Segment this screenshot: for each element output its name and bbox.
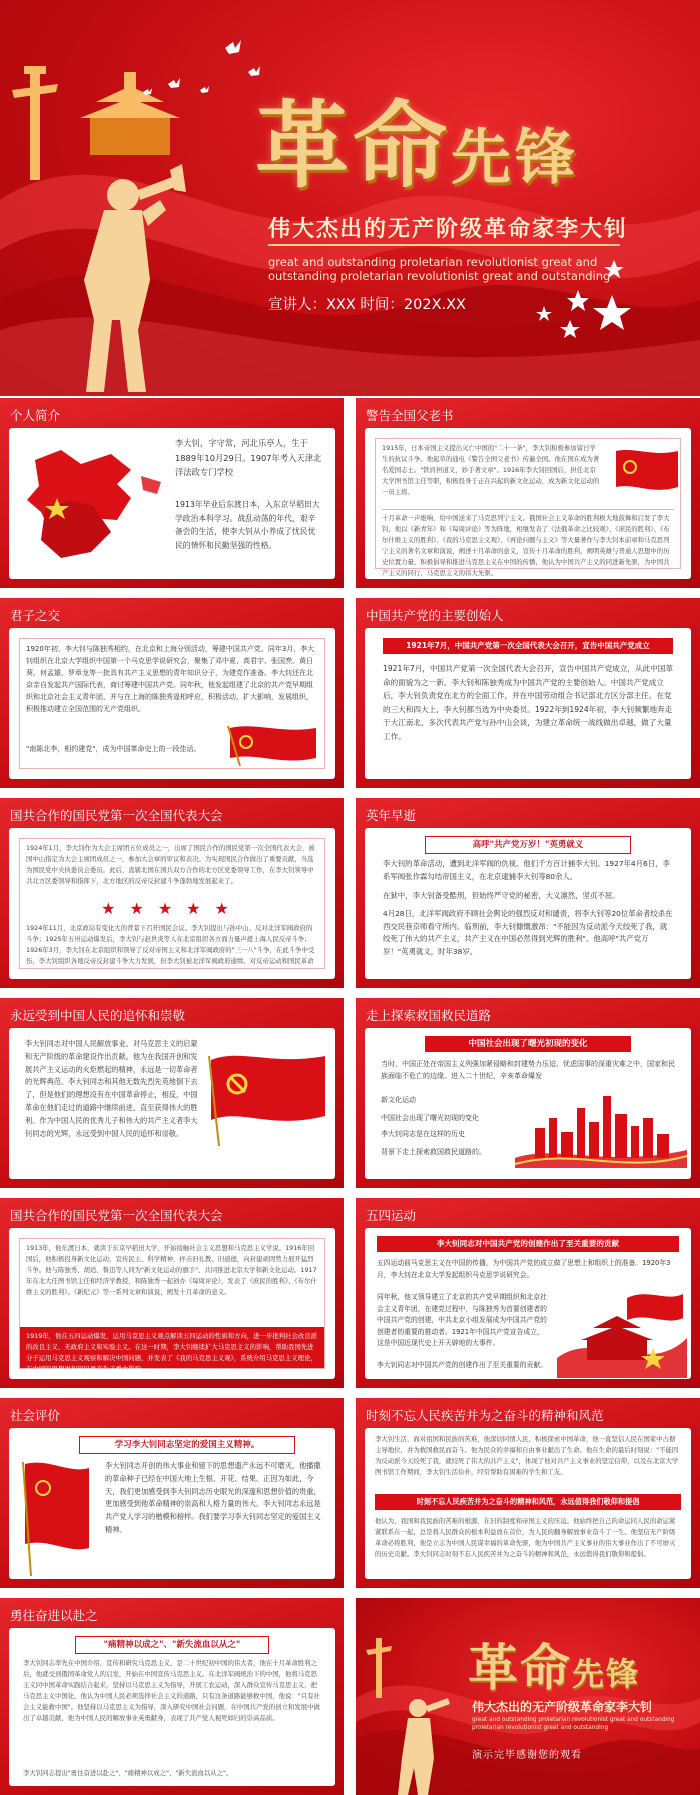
waving-flag-icon	[19, 1458, 91, 1576]
slide-title: 走上探索救国救民道路	[366, 1008, 492, 1023]
friendship-text-1: 1920年初，李大钊与陈独秀相约，在北京和上海分别活动，筹建中国共产党。同年3月，李大钊组织在北京大学组织中国第一个马克思学说研究会，聚集了邓中夏、高君宇、张国焘、黄日葵、何孟雄、罗章龙等一批具有共产主义思想的青年知识分子，为建党作准备。李大钊还在北京亲自发起共产国际代表，商讨筹建中国共产党。同年秋，他发起组建了北京的共产党早期组织和北京社会主义青年团，并与在上海的陈独秀遥相呼应，积极活动，扩大影响，发展组织，积极推动建立全国范围的无产党组织。	[26, 645, 315, 713]
party-flag-icon	[220, 722, 320, 766]
slide-inner-frame	[19, 838, 325, 969]
slide-remembered	[0, 998, 344, 1188]
slide-card	[365, 428, 691, 579]
kmt2-red-box	[20, 1327, 324, 1373]
courage-text-2: 李大钊同志提出"勇往奋进以赴之"、"痛精神以成之"、"新失流血以从之"。	[23, 1769, 233, 1777]
slide-card	[9, 828, 335, 979]
courage-text-1: 李大钊同志率先在中国介绍、宣传和研究马克思主义，是二十世纪初中国的伟大者，他在十月革命胜利之后，他就受到俄国革命党人的启发，开始在中国宣传马克思主义。在北洋军阀统治下的中国，他将马克思主义同中国革命实践结合起来，坚持以马克思主义为指导，开展工农运动，深入群众宣传马克思主义，把马克思主义中国化，他认为中国人民必须选择社会主义的道路，只有这条道路能够救中国，他说："只有社会主义能救中国"。他坚持以马克思主义为指导，深入研究中国社会问题，在中国共产党的创立和发展中做出了卓越贡献，他为中国人民的解放事业英勇献身，表现了共产党人视死如归的崇高品质。	[23, 1659, 320, 1722]
slide-title: 五四运动	[366, 1208, 417, 1223]
intro-text-1: 李大钊，字守常，河北乐亭人，生于1889年10月29日。1907年考入天津北洋法政专门学校	[175, 438, 322, 477]
slide-card	[365, 828, 691, 979]
closing-english: great and outstanding proletarian revolutionist great and outstanding proletarian revolutionist great and outstanding	[472, 1717, 675, 1731]
path-text-5: 背景下走上探索救国救民道路的。	[381, 1148, 486, 1156]
closing-subtitle: 伟大杰出的无产阶级革命家李大钊	[472, 1700, 653, 1714]
china-map-flag-icon	[21, 440, 171, 570]
may-fourth-banner: 李大钊同志对中国共产党的创建作出了至关重要的贡献	[377, 1236, 679, 1252]
slide-kmt-congress-2	[0, 1198, 344, 1388]
city-skyline-icon	[515, 1088, 687, 1168]
slide-title: 永远受到中国人民的追怀和崇敬	[10, 1008, 186, 1023]
kmt2-text-2: 1919年，他在五四运动爆发，运用马克思主义观点解读五四运动的性质和方向，进一步批判社会改良派的改良主义、无政府主义和实验主义。在这一时期，李大钊继续扩大马克思主义的影响，帮助我国先进分子运用马克思主义观察和解决中国问题，并发表了《我的马克思主义观》，系统介绍马克思主义理论，在中国的思想界和知识界产生了重大影响。	[26, 1332, 318, 1373]
cover-title-big: 革命	[255, 91, 452, 201]
slide-title: 时刻不忘人民疾苦并为之奋斗的精神和风范	[366, 1408, 604, 1423]
path-text-2: 新文化运动	[381, 1096, 416, 1104]
slide-kmt-congress-1	[0, 798, 344, 988]
slide-card	[9, 1628, 335, 1786]
friendship-text-2: "南陈北李，相约建党"，成为中国革命史上的一段佳话。	[26, 745, 201, 753]
slide-gentlemen-friendship	[0, 598, 344, 788]
death-text-2: 在狱中，李大钊备受酷刑，但始终严守党的秘密，大义凛然，坚贞不屈。	[383, 891, 620, 900]
slide-card	[365, 1028, 691, 1179]
spirit-text-1: 李大钊生活，面对祖国和民族的苦难，他深切同情人民，积极探索中国革命，他一直坚信人民在国家中占据主导地位，并为救国救民而奋斗。他为民众的幸福和自由事业献出了生命。他在生命的最后时刻说："不能因为反动派今天绞死了我，就绞死了伟大的共产主义"，体现了他对共产主义事业的坚定信仰，以及在北京大学图书馆工作期间，李大钊生活俭朴，经常帮助有困难的学生和工友。	[375, 1435, 679, 1476]
slide-title: 国共合作的国民党第一次全国代表大会	[10, 1208, 223, 1223]
slide-title: 勇往奋进以赴之	[10, 1608, 98, 1623]
slide-personal-intro	[0, 398, 344, 588]
divider	[382, 509, 674, 510]
cover-subtitle: 伟大杰出的无产阶级革命家李大钊	[268, 217, 629, 242]
may-fourth-text-3: 李大钊同志对中国共产党的创建作出了至关重要的贡献。	[377, 1361, 547, 1369]
spirit-banner: 时刻不忘人民疾苦并为之奋斗的精神和风范，永远值得我们敬仰和提倡	[375, 1494, 681, 1510]
may-fourth-text-1: 五四运动前马克思主义在中国的传播，为中国共产党的成立做了思想上和组织上的准备。1920年3月，李大钊在北京大学发起组织马克思学说研究会。	[377, 1259, 671, 1279]
cover-slide	[0, 0, 700, 396]
path-banner: 中国社会出现了曙光初现的变化	[425, 1036, 631, 1052]
slide-card	[9, 1228, 335, 1379]
slide-title: 警告全国父老书	[366, 408, 454, 423]
cover-title-small: 先锋	[451, 123, 580, 193]
cover-english: great and outstanding proletarian revolutionist great and outstanding proletarian revolutionist great and outstanding	[268, 255, 611, 283]
founder-text: 1921年7月，中国共产党第一次全国代表大会召开，宣告中国共产党成立，从此中国革命的面貌为之一新。李大钊和陈独秀成为中国共产党的主要创始人。中国共产党成立后，李大钊负责党在北方的全面工作，并在中国劳动组合书记部北方区分部主任。在党的三大和四大上，李大钊都当选为中央委员。1922年到1924年初，李大钊频繁地奔走于大江南北，多次代表共产党与孙中山会谈，为建立革命统一战线做出卓越，做了大量工作。	[383, 664, 673, 741]
slide-card	[365, 1428, 691, 1579]
path-text-1: 当时，中国正处在帝国主义列强加紧侵略和封建势力压迫、忧虑国事的深重灾难之中，国家和民族面临不危亡的边缘。进入二十世纪，辛亥革命爆发	[381, 1060, 675, 1080]
spirit-text-2: 他认为，我国和我民族的苦难的根源，在旧的制度和帝国主义的压迫。他始终把自己的命运同人民的命运紧紧联系在一起，总是将人民群众的根本利益放在首位，为人民的翻身解放事业奋斗了一生。他坚信无产阶级革命必将胜利，他是立志为中国人民谋幸福的革命先驱，他为中国共产主义事业的伟大事业作出了不可磨灭的历史贡献。李大钊同志时刻不忘人民疾苦并为之奋斗的精神和风范，永远值得我们敬仰和提倡。	[375, 1517, 676, 1558]
courage-banner: "痛精神以成之"、"新失流血以从之"	[75, 1636, 269, 1654]
slide-title: 国共合作的国民党第一次全国代表大会	[10, 808, 223, 823]
evaluation-text: 李大钊同志开创的伟大事业和留下的思想遗产永远不可磨灭，他播撒的革命种子已经在中国大地上生根、开花、结果。正因为如此，今天，我们更加感受到李大钊同志历史眼光的深邃和思想价值的贵重，更加感受到他革命精神的崇高和人格力量的伟大。李大钊同志永远是共产党人学习的楷模和榜样。我们要学习李大钊同志坚定的爱国主义精神。	[105, 1461, 321, 1534]
slide-title: 君子之交	[10, 608, 61, 623]
closing-title-small: 先锋	[572, 1655, 641, 1693]
founder-banner: 1921年7月，中国共产党第一次全国代表大会召开，宣告中国共产党成立	[383, 638, 673, 654]
closing-title	[468, 1628, 640, 1700]
slide-inner-frame	[19, 638, 325, 769]
slide-card	[9, 1428, 335, 1579]
closing-title-big: 革命	[468, 1638, 572, 1697]
path-text-4: 李大钊同志是在这样的历史	[381, 1130, 465, 1138]
slide-title: 英年早逝	[366, 808, 417, 823]
cover-divider	[268, 244, 620, 246]
evaluation-banner: 学习李大钊同志坚定的爱国主义精神。	[79, 1436, 295, 1454]
slide-people-spirit	[356, 1398, 700, 1588]
closing-thanks: 演示完毕感谢您的观看	[472, 1750, 582, 1761]
path-text-3: 中国社会出现了曙光初现的变化	[381, 1114, 479, 1122]
cover-title	[255, 70, 579, 205]
slide-warning-letter	[356, 398, 700, 588]
death-text-1: 李大钊的革命活动，遭到北洋军阀的仇视。他们千方百计捕李大钊。1927年4月6日，李系军阀张作霖勾结帝国主义，在北京逮捕李大钊等80余人。	[383, 859, 670, 881]
kmt-text-1: 1924年1月，李大钊作为大会主席团五位成员之一，出席了国民合作的国民党第一次全国代表大会，被国中山指定为大会主席团成员之一，参加大会章的审议和表决。为实现国民合作做出了重要贡献，当选为国民党中央执委员会委员。此后，直辖北国在国共双方合作的北方区党委领导工作，在李大钊领导中共北方区委领导和指挥下，北方地区的反帝反封建斗争蓬勃地发展起来了。	[26, 844, 315, 885]
slide-card	[365, 1228, 691, 1379]
death-text-3: 4月28日，北洋军阀政府不顾社会舆论的强烈反对和谴责，将李大钊等20位革命者绞杀在西交民巷京师看守所内。临刑前，李大钊慷慨激昂："不能因为反动派今天绞死了我，就绞死了伟大的共产主义，共产主义在中国必然得到光辉的胜利"。他高呼"共产党万岁！"英勇就义，时年38岁。	[383, 909, 673, 956]
slide-card	[365, 628, 691, 779]
warning-text-2: 十月革命一声炮响，给中国送来了马克思列宁主义。俄国社会主义革命的胜利极大地鼓舞和启发了李大钊，他以《新青年》和《每周评论》等为阵地，相继发表了《法俄革命之比较观》、《庶民的胜利》、《布尔什维主义的胜利》、《我的马克思主义观》、《再论问题与主义》等大量著作与李大钊本前章和马克思列宁主义的著名文章和演说，阐述十月革命的意义，宣传十月革命的胜利，阐明英雄与普通人思想中的历史位置力量，积极倡导和推进马克思主义在中国的传播，他认为中国共产主义的同进新先驱，为中国共产主义的同行，马克思主义的伟大先驱。	[382, 514, 670, 577]
tiananmen-icon	[557, 1288, 687, 1378]
slide-may-fourth	[356, 1198, 700, 1388]
slide-card	[9, 628, 335, 779]
slide-title: 中国共产党的主要创始人	[366, 608, 504, 623]
slide-courage	[0, 1598, 344, 1795]
kmt2-text-1: 1913年，他东渡日本，就读于东京早稻田大学，开始接触社会主义思想和马克思主义学说。1916年回国后，他积极投身新文化运动，宣传民主、科学精神，抨击旧礼教、旧道德，向封建顽固势力展开猛烈斗争。他与陈独秀、胡适、鲁迅等人同为"新文化运动的旗手"，共同推进北京大学和新文化运动。1917年在北大任图书馆主任和经济学教授，和陈独秀一起创办《每周评论》，发表了《庶民的胜利》、《布尔什维主义的胜利》、《新纪元》等一系列文章和演说，阐发十月革命的意义。	[26, 1244, 317, 1296]
cover-meta: 宣讲人：XXX 时间：202X.XX	[268, 297, 466, 313]
party-flag-icon	[201, 1046, 331, 1146]
slide-title: 个人简介	[10, 408, 61, 423]
death-banner: 高呼"共产党万岁！"英勇就义	[425, 836, 631, 854]
closing-slide	[356, 1598, 700, 1795]
slide-title: 社会评价	[10, 1408, 61, 1423]
party-flag-icon	[612, 447, 682, 499]
slide-card	[9, 428, 335, 579]
remembered-text: 李大钊同志对中国人民解放事业、对马克思主义的启蒙和无产阶级的革命建设作出贡献。他为在我国开创和发展共产主义运动的火炬燃起的精神，永远是一切革命者的光辉典范。李大钊同志和其他无数先烈先英地倒下去了，但是他们的理想没有在中国革命停止，相反，中国革命在他们走过的道路中继续前进，直至获得伟大的胜利。作为中国人民的优秀儿子和伟大的共产主义者李大钊同志的光辉，永远受到中国人民的追怀和崇敬。	[25, 1039, 198, 1138]
slide-inner-frame	[375, 438, 681, 577]
slide-card	[9, 1028, 335, 1179]
slide-early-death	[356, 798, 700, 988]
slide-social-evaluation	[0, 1398, 344, 1588]
slide-inner-frame	[19, 1238, 325, 1373]
kmt-text-2: 1924年11月，北京政局有变化大的背景下召开国民会议。李大钊提出与孙中山、反对北洋军阀政府的斗争；1925年五卅运动爆发后，李大钊与赵世炎等人在北京组织各方面力量声援上海人民反帝斗争；1926年3月，李大钊在北京组织和领导了反对帝国主义和北洋军阀政府的"三一八"斗争，在此斗争中受伤，李大钊组织各地反帝反封建斗争大力发展，但李大钊被北洋军阀政府通缉，对反帝运动和国民革命	[26, 924, 315, 965]
warning-text-1: 1915年，日本帝国主义提出灭亡中国的"二十一条"，李大钊积极参加留日学生的抗议斗争。他起草的通电《警告全国父老书》传遍全国。他在国在成为著名爱国志士。"铁肩担道义，妙手著文章"。1916年李大钊回国后，担任北京大学图书馆主任等职，积极投身于正在兴起的新文化运动，成为新文化运动的一员主将。	[382, 444, 600, 496]
slide-exploring-path	[356, 998, 700, 1188]
slide-party-founder	[356, 598, 700, 788]
may-fourth-text-2: 同年秋，他又领导建立了北京的共产党早期组织和北京社会主义青年团，在建党过程中，与陈独秀为首要创建者的中国共产党的创建，中共北京小组发展成为中国共产党的创建者的重要的推动者。1921年中国共产党宣告成立，这是中国近现代史上开天辟地的大事件。	[377, 1293, 547, 1347]
intro-text-2: 1913年毕业后东渡日本，入东京早稻田大学政治本科学习。战乱动荡的年代，艰辛备尝的生活，使李大钊从小养成了忧民忧民的情怀和民勤坚强的性格。	[175, 500, 320, 550]
star-divider-icon: ★★★★★	[101, 899, 243, 918]
